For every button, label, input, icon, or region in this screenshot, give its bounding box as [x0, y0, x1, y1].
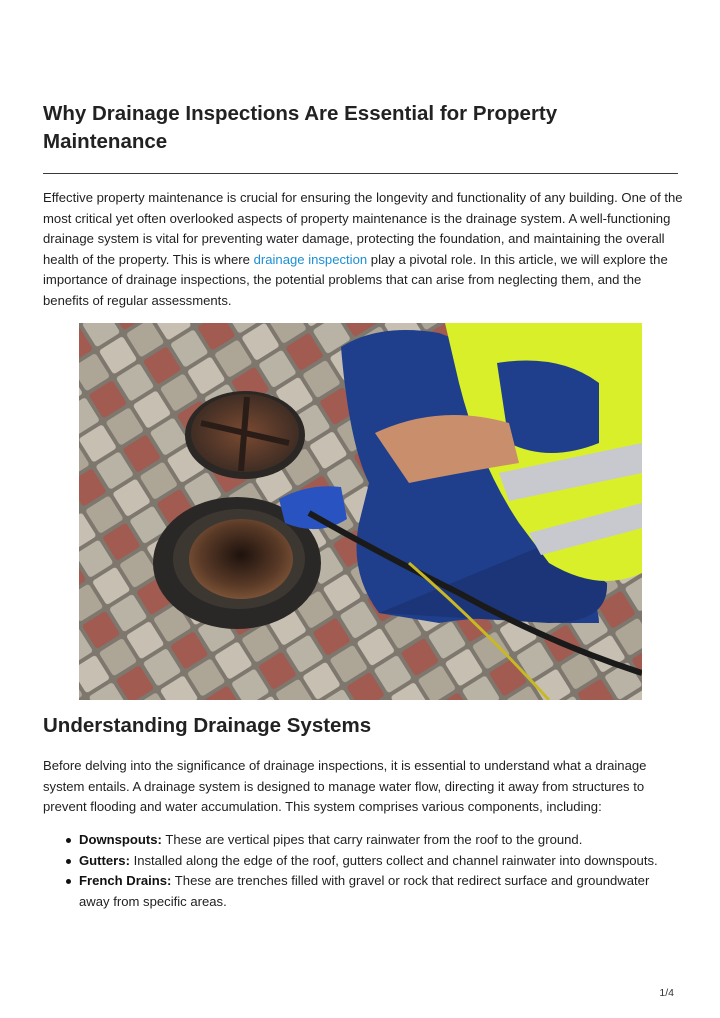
list-item-text: These are vertical pipes that carry rainwater from the roof to the ground. [161, 832, 583, 847]
drainage-inspection-link[interactable]: drainage inspection [253, 251, 368, 267]
page-title: Why Drainage Inspections Are Essential for Property Maintenance [43, 102, 558, 153]
section-intro-paragraph: Before delving into the significance of drainage inspections, it is essential to understand what a drainage system entails. A drainage system is designed to manage water flow, directing it away from structures to prevent flooding and water accumulation. This system comprises various components, including: [43, 758, 647, 815]
list-item-text: These are trenches filled with gravel or rock that redirect surface and groundwater away from specific areas. [79, 873, 650, 909]
bullet-icon [66, 859, 71, 864]
drain-inspection-photo [79, 323, 642, 700]
list-item-term: Gutters: [79, 852, 130, 868]
section-heading: Understanding Drainage Systems [43, 714, 372, 737]
bullet-icon [66, 838, 71, 843]
page-number: 1/4 [659, 987, 674, 999]
list-item [43, 871, 683, 912]
intro-paragraph [43, 188, 683, 312]
intro-text-after-link: play a pivotal role. In this article, we will explore the importance of drainage inspections, the potential problems that can arise from neglecting them, and the benefits of regular assessments. [43, 251, 668, 308]
bullet-icon [66, 879, 71, 884]
list-item-term: French Drains: [79, 873, 172, 889]
intro-text-before-link: Effective property maintenance is crucial for ensuring the longevity and functionality of any building. One of the most critical yet often overlooked aspects of property maintenance is the drainage system. A well-functioning drainage system is vital for preventing water damage, protecting the foundation, and maintaining the overall health of the property. This is where [43, 190, 683, 267]
list-item-text: Installed along the edge of the roof, gutters collect and channel rainwater into downspouts. [129, 852, 658, 868]
list-item [43, 851, 683, 872]
title-divider [43, 173, 678, 174]
list-item [43, 830, 683, 851]
drainage-components-list [43, 830, 683, 912]
list-item-term: Downspouts: [79, 832, 162, 847]
